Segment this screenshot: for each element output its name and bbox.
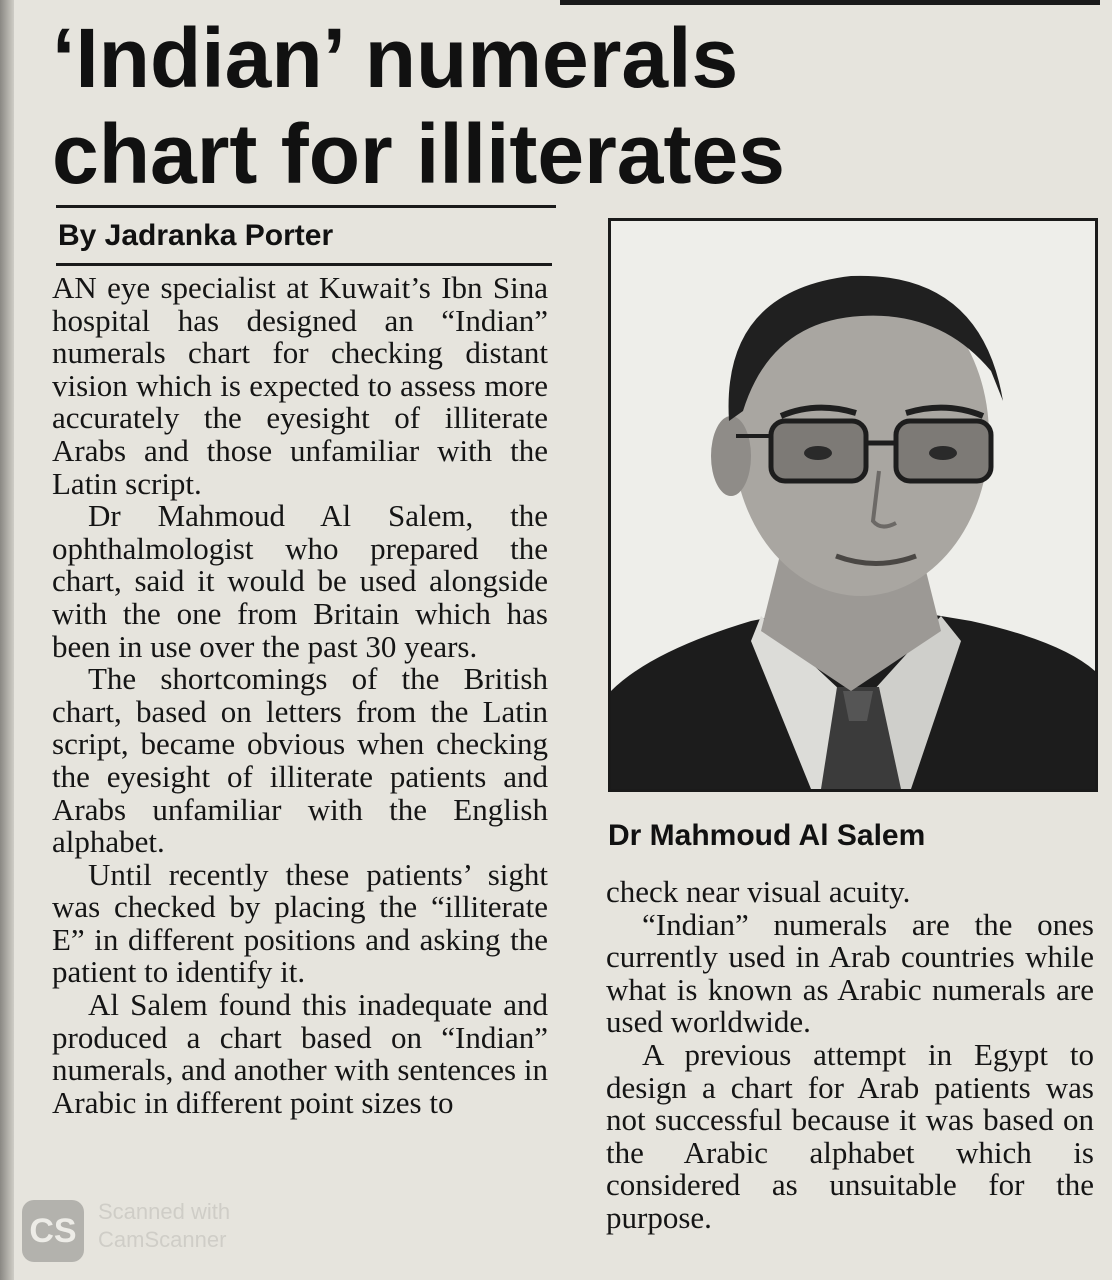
- watermark-text: [98, 1198, 230, 1254]
- photo-caption: Dr Mahmoud Al Salem: [608, 819, 926, 852]
- portrait-image: [611, 221, 1095, 789]
- headline-line-2: chart for illiterates: [52, 107, 785, 201]
- paragraph-6: check near visual acuity.: [606, 874, 911, 909]
- watermark-line-1: Scanned with: [98, 1199, 231, 1224]
- article-right-column: [606, 876, 1094, 1235]
- watermark-line-2: CamScanner: [98, 1227, 227, 1252]
- paragraph-4: Until recently these patients’ sight was checked by placing the “illiterate E” in different positions and asking the patient to identify it.: [52, 856, 548, 990]
- camscanner-logo-icon: CS: [22, 1200, 84, 1262]
- paragraph-8: A previous attempt in Egypt to design a chart for Arab patients was not successful because it was based on the Arabic alphabet which is considered as unsuitable for the purpose.: [606, 1036, 1094, 1235]
- article-left-column: [52, 272, 548, 1119]
- headline-line-1: ‘Indian’ numerals: [52, 11, 739, 105]
- scan-edge-shadow: [0, 0, 14, 1280]
- paragraph-2: Dr Mahmoud Al Salem, the ophthalmologist who prepared the chart, said it would be used alongside with the one from Britain which has been in use over the past 30 years.: [52, 498, 548, 664]
- byline-rule: [56, 263, 552, 266]
- paragraph-7: “Indian” numerals are the ones currently used in Arab countries while what is known as Arabic numerals are used worldwide.: [606, 906, 1094, 1040]
- headline: [52, 10, 1072, 202]
- paragraph-1: AN eye specialist at Kuwait’s Ibn Sina hospital has designed an “Indian” numerals chart for checking distant vision which is expected to assess more accurately the eyesight of illiterate Arabs and those unfamiliar with the Latin script.: [52, 270, 548, 501]
- headline-rule: [56, 205, 556, 208]
- camscanner-watermark: [22, 1196, 322, 1276]
- paragraph-3: The shortcomings of the British chart, based on letters from the Latin script, became obvious when checking the eyesight of illiterate patients and Arabs unfamiliar with the English alphabet.: [52, 661, 548, 860]
- top-rule: [560, 0, 1100, 5]
- byline: By Jadranka Porter: [58, 219, 334, 252]
- paragraph-5: Al Salem found this inadequate and produced a chart based on “Indian” numerals, and another with sentences in Arabic in different point sizes to: [52, 987, 548, 1120]
- portrait-photo: [608, 218, 1098, 792]
